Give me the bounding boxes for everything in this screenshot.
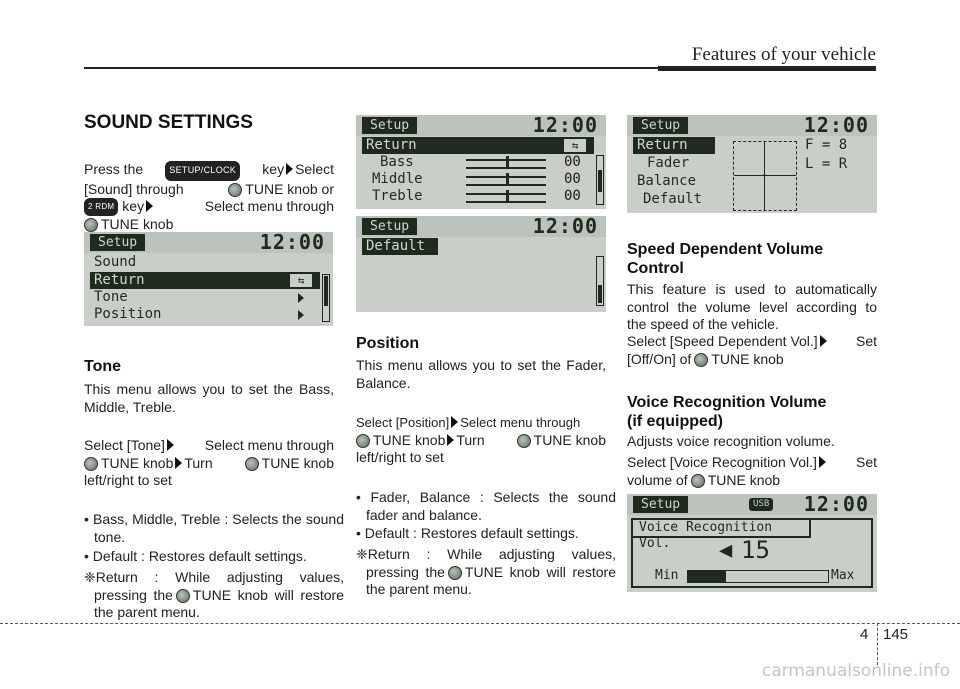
header-rule-accent: [658, 66, 876, 71]
watermark: carmanualsonline.info: [761, 661, 950, 681]
middle-slider: [466, 176, 546, 186]
voice-volume-screen: [627, 494, 877, 592]
tune-knob-icon: [517, 434, 531, 448]
bullet-default: • Default : Restores default settings.: [356, 525, 579, 541]
bass-value: 00: [564, 154, 581, 170]
footer-rule: [0, 623, 960, 624]
arrow-icon: [447, 434, 454, 446]
voice-volume-description: Adjusts voice recognition volume.: [627, 433, 835, 449]
screen-row-return: Return: [633, 137, 715, 154]
screen-clock: 12:00: [259, 232, 325, 254]
screen-row-middle: Middle: [372, 171, 423, 187]
usb-badge: USB: [749, 498, 773, 511]
position-marker-icon: ✦: [761, 170, 768, 181]
running-header: Features of your vehicle: [691, 44, 876, 65]
setup-clock-key: SETUP/CLOCK: [165, 161, 240, 181]
chevron-right-icon: [298, 310, 304, 320]
arrow-icon: [167, 439, 174, 451]
sound-intro: Press the SETUP/CLOCK key Select [Sound] through TUNE knob or 2 RDM key Select menu through TUNE knob: [84, 161, 334, 232]
tune-knob-icon: [448, 566, 462, 580]
tune-knob-icon: [694, 353, 708, 367]
arrow-icon: [286, 163, 293, 175]
tune-knob-icon: [84, 457, 98, 471]
tune-knob-icon: [356, 434, 370, 448]
tune-knob-icon: [245, 457, 259, 471]
position-instructions: Select [Position] Select menu through TUNE knob Turn TUNE knob left/right to set: [356, 415, 606, 465]
screen-clock: 12:00: [532, 216, 598, 238]
screen-row-position: Position: [94, 306, 162, 322]
screen-row-treble: Treble: [372, 188, 423, 204]
scrollbar: [322, 274, 330, 322]
return-icon: ⇆: [564, 139, 586, 152]
tone-screen: [356, 115, 606, 209]
screen-tab: Setup: [633, 496, 688, 513]
return-note: ❈Return : While adjusting values, pressing the TUNE knob will restore the parent menu.: [356, 546, 616, 597]
voice-volume-title: Voice Recognition Volume (if equipped): [627, 394, 827, 430]
speed-volume-instructions: Select [Speed Dependent Vol.] Set [Off/On] of TUNE knob: [627, 333, 877, 367]
screen-row-fader: Fader: [647, 155, 690, 171]
volume-value: 15: [741, 536, 770, 564]
fader-value: F = 8: [805, 137, 848, 153]
scrollbar: [596, 256, 604, 306]
treble-slider: [466, 193, 546, 203]
screen-clock: 12:00: [803, 115, 869, 137]
balance-value: L = R: [805, 156, 848, 172]
screen-tab: Setup: [362, 117, 417, 134]
arrow-icon: [451, 416, 458, 428]
return-icon: ⇆: [290, 274, 312, 287]
screen-row-balance: Balance: [637, 173, 697, 189]
screen-row-default: Default: [362, 238, 438, 255]
section-title: SOUND SETTINGS: [84, 112, 253, 133]
rdm-key: 2 RDM: [84, 198, 118, 216]
speed-volume-title: Speed Dependent Volume Control: [627, 241, 824, 277]
default-screen: [356, 216, 606, 312]
sound-screen: [84, 232, 333, 326]
bullet-bass-middle-treble: • Bass, Middle, Treble : Selects the sound tone.: [84, 511, 344, 545]
treble-value: 00: [564, 188, 581, 204]
position-description: This menu allows you to set the Fader, Balance.: [356, 357, 606, 391]
voice-volume-instructions: Select [Voice Recognition Vol.] Set volume of TUNE knob: [627, 454, 877, 488]
screen-tab: Setup: [633, 117, 688, 134]
tune-knob-icon: [228, 183, 242, 197]
volume-bar-fill: [688, 571, 726, 582]
tune-knob-icon: [176, 589, 190, 603]
screen-tab: Setup: [90, 234, 145, 251]
position-title: Position: [356, 335, 420, 352]
screen-menu-title: Sound: [94, 254, 137, 270]
speed-volume-description: This feature is used to automatically control the volume level according to the speed of the vehicle.: [627, 281, 877, 332]
screen-tab: Setup: [362, 218, 417, 235]
speaker-icon: ◀: [719, 538, 733, 563]
fader-balance-grid: [733, 141, 797, 211]
volume-min-label: Min: [655, 568, 679, 583]
volume-bar: [687, 570, 829, 583]
screen-clock: 12:00: [532, 115, 598, 137]
screen-clock: 12:00: [803, 494, 869, 516]
bass-slider: [466, 159, 546, 169]
position-screen: [627, 115, 877, 213]
screen-row-tone: Tone: [94, 289, 128, 305]
arrow-icon: [146, 200, 153, 212]
arrow-icon: [820, 335, 827, 347]
arrow-icon: [819, 456, 826, 468]
middle-value: 00: [564, 171, 581, 187]
chevron-right-icon: [298, 293, 304, 303]
screen-row-bass: Bass: [380, 154, 414, 170]
voice-volume-panel: [631, 518, 873, 588]
screen-row-return: Return: [362, 137, 594, 154]
page-number-divider: [877, 623, 878, 665]
screen-row-return: Return: [90, 272, 320, 289]
bullet-default: • Default : Restores default settings.: [84, 548, 307, 564]
tune-knob-icon: [84, 218, 98, 232]
bullet-fader-balance: • Fader, Balance : Selects the sound fader and balance.: [356, 489, 616, 523]
tone-instructions: Select [Tone] Select menu through TUNE knob Turn TUNE knob left/right to set: [84, 437, 334, 488]
arrow-icon: [175, 457, 182, 469]
screen-row-default: Default: [643, 191, 703, 207]
return-note: ❈Return : While adjusting values, pressing the TUNE knob will restore the parent menu.: [84, 569, 344, 620]
page-number: 145: [883, 626, 909, 643]
tone-description: This menu allows you to set the Bass, Middle, Treble.: [84, 381, 334, 415]
volume-max-label: Max: [831, 568, 855, 583]
voice-volume-title-bar: Voice Recognition Vol.: [633, 520, 811, 538]
scrollbar: [596, 155, 604, 205]
chapter-number: 4: [860, 626, 869, 643]
tone-title: Tone: [84, 358, 122, 375]
tune-knob-icon: [691, 474, 705, 488]
